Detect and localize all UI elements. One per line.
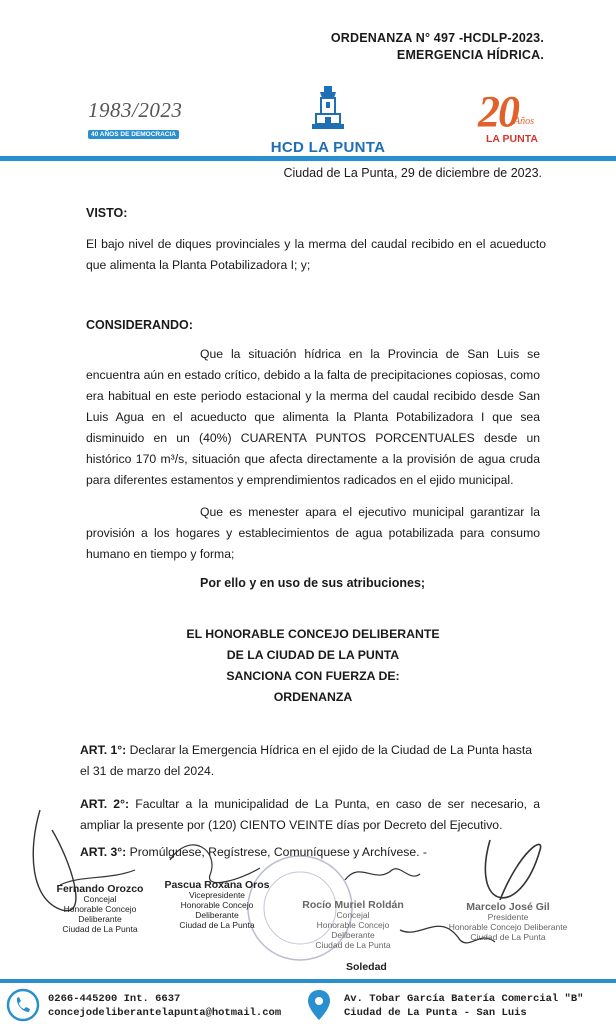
sanction-line-4: ORDENANZA xyxy=(273,690,353,704)
twenty-years-logo xyxy=(478,87,578,145)
signer-3-org: Honorable Concejo Deliberante xyxy=(316,920,390,940)
tower-icon xyxy=(308,84,348,132)
considerando-heading: CONSIDERANDO: xyxy=(86,318,193,332)
article-3-label: ART. 3°: xyxy=(80,845,127,859)
signer-2-org: Honorable Concejo Deliberante xyxy=(180,900,254,920)
logo-anos: Años xyxy=(514,116,534,127)
article-2-label: ART. 2°: xyxy=(80,797,130,811)
header-divider xyxy=(0,156,616,161)
date-line: Ciudad de La Punta, 29 de diciembre de 2023. xyxy=(283,166,542,180)
signature-block-1 xyxy=(44,884,156,934)
phone-icon xyxy=(6,988,40,1022)
footer-divider xyxy=(0,979,616,983)
article-1-label: ART. 1°: xyxy=(80,743,127,757)
sanction-line-1: EL HONORABLE CONCEJO DELIBERANTE xyxy=(186,627,440,641)
logo-democracy-caption: 40 AÑOS DE DEMOCRACIA xyxy=(88,130,179,139)
signer-4-org: Honorable Concejo Deliberante xyxy=(448,922,568,932)
signature-block-5 xyxy=(346,962,486,972)
footer xyxy=(0,984,616,1024)
democracy-anniversary-logo xyxy=(88,98,200,141)
signer-1-role: Concejal xyxy=(83,894,117,904)
article-3-text: Promúlguese, Regístrese, Comuníquese y Archívese. - xyxy=(129,845,427,859)
logo-la-punta: LA PUNTA xyxy=(486,133,538,145)
sanction-line-3: SANCIONA CON FUERZA DE: xyxy=(226,669,400,683)
signer-1-city: Ciudad de La Punta xyxy=(62,924,138,934)
por-ello-line: Por ello y en uso de sus atribuciones; xyxy=(200,576,426,590)
signer-1-org: Honorable Concejo Deliberante xyxy=(63,904,137,924)
document-header xyxy=(331,30,544,64)
footer-address xyxy=(344,992,583,1020)
signature-block-4 xyxy=(448,902,568,942)
signer-5-name: Soledad xyxy=(346,961,387,973)
signer-3-city: Ciudad de La Punta xyxy=(315,940,391,950)
ordinance-number: ORDENANZA N° 497 -HCDLP-2023. xyxy=(330,31,544,45)
logo-twenty: 20 xyxy=(478,87,518,136)
signer-3-role: Concejal xyxy=(336,910,370,920)
article-1-text: Declarar la Emergencia Hídrica en el ejido de la Ciudad de La Punta hasta el 31 de marzo del 2024. xyxy=(80,743,533,778)
sanction-block xyxy=(86,624,540,708)
sanction-line-2: DE LA CIUDAD DE LA PUNTA xyxy=(226,648,400,662)
signature-block-2 xyxy=(158,880,276,930)
ordinance-subject: EMERGENCIA HÍDRICA. xyxy=(396,48,544,62)
location-pin-icon xyxy=(306,988,332,1022)
footer-email: concejodeliberantelapunta@hotmail.com xyxy=(48,1007,282,1019)
signer-4-name: Marcelo José Gil xyxy=(466,901,550,913)
signer-4-city: Ciudad de La Punta xyxy=(470,932,546,942)
signer-2-role: Vicepresidente xyxy=(188,890,246,900)
hcd-logo-text: HCD LA PUNTA xyxy=(270,139,386,156)
signer-2-city: Ciudad de La Punta xyxy=(179,920,255,930)
footer-phone: 0266-445200 Int. 6637 xyxy=(48,993,181,1005)
footer-address-line-1: Av. Tobar García Batería Comercial "B" xyxy=(344,993,584,1005)
visto-heading: VISTO: xyxy=(86,206,128,220)
article-1 xyxy=(80,740,540,782)
signer-3-name: Rocío Muriel Roldán xyxy=(302,899,404,911)
logo-years: 1983/2023 xyxy=(88,98,183,122)
hcd-logo xyxy=(258,84,398,156)
signer-2-name: Pascua Roxana Oros xyxy=(164,879,270,891)
signature-block-3 xyxy=(298,900,408,950)
visto-text: El bajo nivel de diques provinciales y la merma del caudal recibido en el acueducto que alimenta la Planta Potabilizadora I; y; xyxy=(86,237,546,272)
article-2-text: Facultar a la municipalidad de La Punta, en caso de ser necesario, a ampliar la presente por (120) CIENTO VEINTE días por Decreto del Ejecutivo. xyxy=(80,797,540,832)
signer-4-role: Presidente xyxy=(487,912,529,922)
signer-1-name: Fernando Orozco xyxy=(56,883,144,895)
considerando-paragraph-2: Que es menester apara el ejecutivo municipal garantizar la provisión a los hogares y establecimientos de agua potabilizada para consumo humano en tiempo y forma; xyxy=(86,505,540,561)
footer-address-line-2: Ciudad de La Punta - San Luis xyxy=(344,1007,527,1019)
considerando-paragraph-1: Que la situación hídrica en la Provincia de San Luis se encuentra aún en estado crítico, debido a la falta de precipitaciones copiosas, como era habitual en este periodo estacional y la merma del caudal recibido desde San Luis Agua en el acueducto que alimenta la Planta Potabilizadora I que sea disminuido en un (40%) CUARENTA PUNTOS PORCENTUALES desde un histórico 170 m³/s, situación que afecta directamente a la provisión de agua cruda para diferentes estamentos y emprendimientos radicados en el ejido municipal. xyxy=(86,347,540,487)
footer-contact xyxy=(48,992,281,1020)
